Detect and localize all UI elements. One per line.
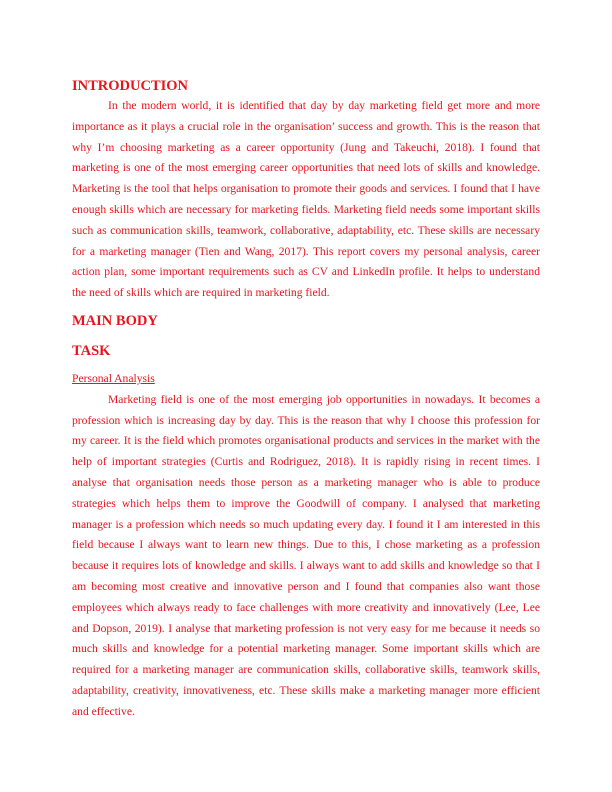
introduction-paragraph: In the modern world, it is identified that day by day marketing field get more and more importance as it plays a crucial role in the organisation’ success and growth. This is the reason that why I’m choosing marketing as a career opportunity (Jung and Takeuchi, 2018). I found that marketing is one of the most emerging career opportunities that need lots of skills and knowledge. Marketing is the tool that helps organisation to promote their goods and services. I found that I have enough skills which are necessary for marketing fields. Marketing field needs some important skills such as communication skills, teamwork, collaborative, adaptability, etc. These skills are necessary for a marketing manager (Tien and Wang, 2017). This report covers my personal analysis, career action plan, some important requirements such as CV and LinkedIn profile. It helps to understand the need of skills which are required in marketing field. <box>72 99 540 300</box>
task-heading: TASK <box>72 342 111 359</box>
main-body-heading: MAIN BODY <box>72 312 158 329</box>
document-page <box>72 76 540 723</box>
personal-analysis-paragraph: Marketing field is one of the most emerging job opportunities in nowadays. It becomes a profession which is increasing day by day. This is the reason that why I choose this profession for my career. It is the field which promotes organisational products and services in the market with the help of important strategies (Curtis and Rodriguez, 2018). It is rapidly rising in recent times. I analyse that organisation needs those person as a marketing manager who is able to produce strategies which helps them to improve the Goodwill of company. I analysed that marketing manager is a profession which needs so much updating every day. I found it I am interested in this field because I always want to learn new things. Due to this, I chose marketing as a profession because it requires lots of knowledge and skills. I always want to add skills and knowledge so that I am becoming most creative and innovative person and I found that companies also want those employees which always ready to face challenges with more creativity and innovatively (Lee, Lee and Dopson, 2019). I analyse that marketing profession is not very easy for me because it needs so much skills and knowledge for a potential marketing manager. Some important skills which are required for a marketing manager are communication skills, collaborative skills, teamwork skills, adaptability, creativity, innovativeness, etc. These skills make a marketing manager more efficient and effective. <box>72 392 540 718</box>
introduction-heading: INTRODUCTION <box>72 78 189 94</box>
personal-analysis-subheading: Personal Analysis <box>72 371 155 385</box>
